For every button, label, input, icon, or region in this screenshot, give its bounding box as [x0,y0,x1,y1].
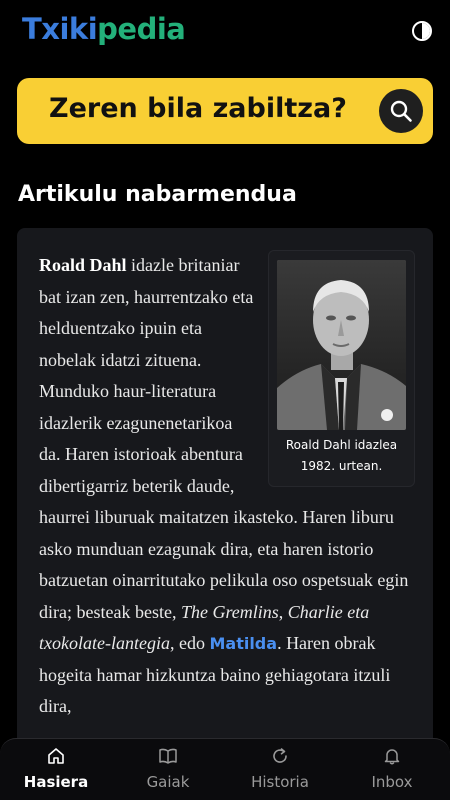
nav-label-hasiera: Hasiera [23,773,89,791]
article-figure[interactable] [268,250,415,487]
nav-item-historia[interactable] [224,739,336,800]
book-icon [159,747,177,765]
app-header [0,0,450,62]
article-subject: Roald Dahl [39,255,127,275]
nav-label-historia: Historia [251,773,309,791]
article-separator-1: , [278,601,288,622]
section-title-featured: Artikulu nabarmendua [18,182,297,207]
search-icon [389,99,413,123]
logo-part-txiki: Txiki [22,12,98,46]
nav-label-gaiak: Gaiak [146,773,190,791]
bell-icon [383,747,401,765]
search-placeholder[interactable]: Zeren bila zabiltza? [49,93,347,124]
search-button[interactable] [379,89,423,133]
contrast-icon[interactable] [412,21,432,41]
nav-item-inbox[interactable] [336,739,448,800]
nav-item-gaiak[interactable] [112,739,224,800]
nav-item-hasiera[interactable] [0,739,112,800]
figure-caption [269,435,414,477]
article-body-2: . Haren obrak hogeita hamar hizkuntza baino gehiagotara itzuli dira, [39,633,391,716]
article-link-matilda[interactable]: Matilda [209,634,278,653]
article-title-charlie: Charlie eta txokolate-lantegia [39,601,370,653]
logo-part-pedia: pedia [97,12,186,46]
article-separator-2: , edo [169,633,210,653]
search-bar[interactable] [17,78,433,144]
article-body-1: idazle britaniar bat izan zen, haurrentzako eta helduentzako ipuin eta nobelak idatzi zituena. Munduko haur-literatura idazlerik ezagunenetarikoa da. Haren istorioak abentura dibertigarriz beterik daude, haurrei liburuak maitatzen ikasteko. Haren liburu asko munduan ezagunak dira, eta haren istorio batzuetan oinarritutako pelikula oso ospetsuak egin dira; besteak beste, [39,255,409,622]
history-icon [271,747,289,765]
app-logo[interactable] [22,12,185,46]
bottom-navigation [0,738,450,800]
author-photo [277,260,406,430]
nav-label-inbox: Inbox [371,773,413,791]
figure-caption-line2: 1982. urtean. [300,459,383,473]
featured-article-text [39,250,415,723]
article-title-gremlins: The Gremlins [180,601,279,622]
home-icon [47,747,65,765]
featured-article-card [17,228,433,758]
figure-caption-line1: Roald Dahl idazlea [285,438,398,452]
